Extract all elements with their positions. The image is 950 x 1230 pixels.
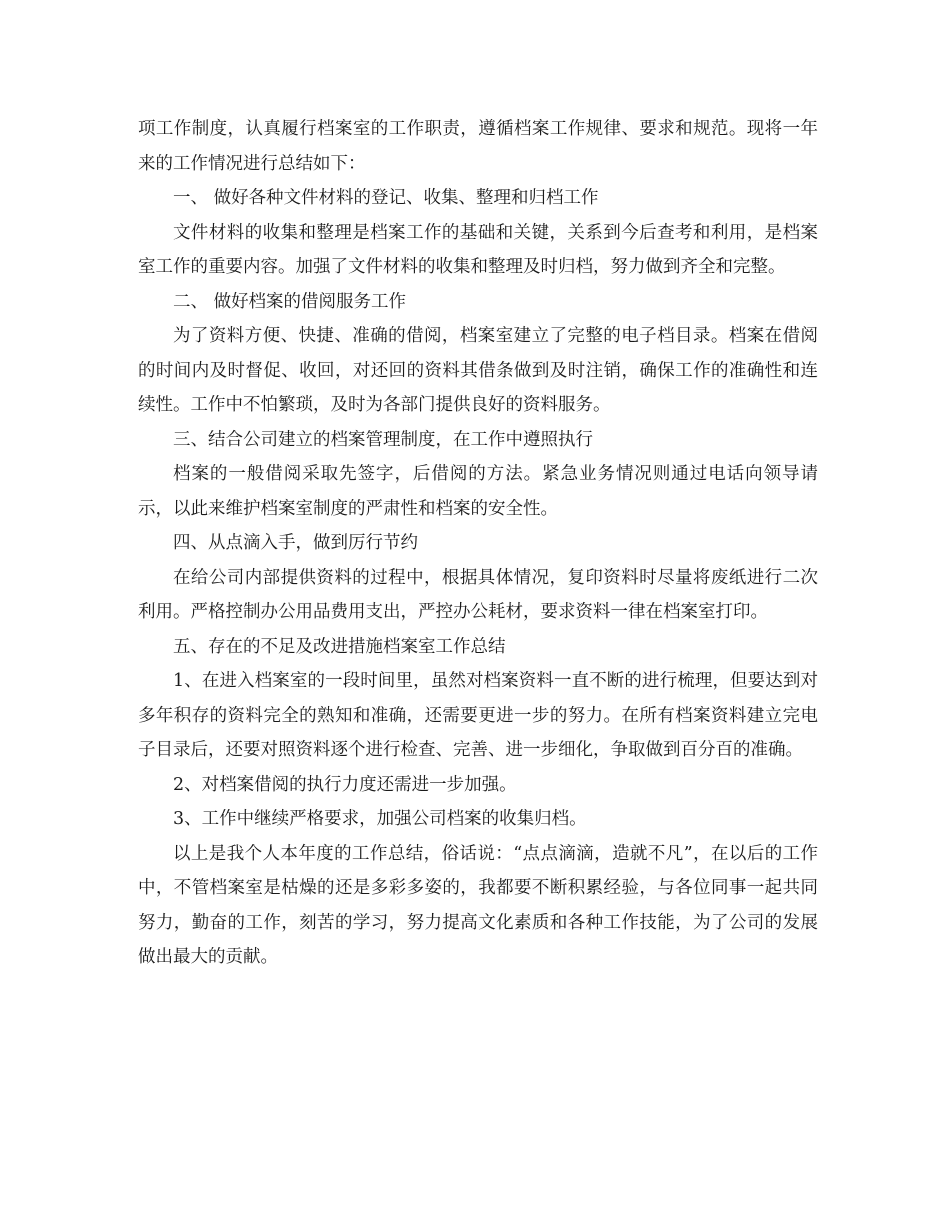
paragraph-item-2: 2、对档案借阅的执行力度还需进一步加强。 [173,774,517,795]
section-heading-4: 四、从点滴入手，做到厉行节约 [173,533,418,553]
paragraph-section-1: 文件材料的收集和整理是档案工作的基础和关键，关系到今后查考和利用，是档案室工作的重要内容。加强了文件材料的收集和整理及时归档，努力做到齐全和完整。 [138,222,818,277]
paragraph-item-3: 3、工作中继续严格要求，加强公司档案的收集归档。 [173,809,587,829]
paragraph-intro: 项工作制度，认真履行档案室的工作职责，遵循档案工作规律、要求和规范。现将一年来的工作情况进行总结如下： [138,119,818,174]
paragraph-section-4: 在给公司内部提供资料的过程中，根据具体情况，复印资料时尽量将废纸进行二次利用。严格控制办公用品费用支出，严控办公耗材，要求资料一律在档案室打印。 [138,567,818,622]
section-heading-2: 二、 做好档案的借阅服务工作 [173,291,407,312]
section-heading-3: 三、结合公司建立的档案管理制度，在工作中遵照执行 [173,429,593,450]
paragraph-conclusion: 以上是我个人本年度的工作总结，俗话说：“点点滴滴，造就不凡”，在以后的工作中，不管档案室是枯燥的还是多彩多姿的，我都要不断积累经验，与各位同事一起共同努力，勤奋的工作，刻苦的学习，努力提高文化素质和各种工作技能，为了公司的发展做出最大的贡献。 [138,843,818,967]
paragraph-section-2: 为了资料方便、快捷、准确的借阅，档案室建立了完整的电子档目录。档案在借阅的时间内及时督促、收回，对还回的资料其借条做到及时注销，确保工作的准确性和连续性。工作中不怕繁琐，及时为各部门提供良好的资料服务。 [138,326,818,415]
paragraph-item-1: 1、在进入档案室的一段时间里，虽然对档案资料一直不断的进行梳理，但要达到对多年积存的资料完全的熟知和准确，还需要更进一步的努力。在所有档案资料建立完电子目录后，还要对照资料逐个进行检查、完善、进一步细化，争取做到百分百的准确。 [138,671,818,760]
document-body [138,112,818,975]
paragraph-section-3: 档案的一般借阅采取先签字，后借阅的方法。紧急业务情况则通过电话向领导请示，以此来维护档案室制度的严肃性和档案的安全性。 [138,464,818,519]
section-heading-1: 一、 做好各种文件材料的登记、收集、整理和归档工作 [173,188,599,208]
section-heading-5: 五、存在的不足及改进措施档案室工作总结 [173,636,506,657]
